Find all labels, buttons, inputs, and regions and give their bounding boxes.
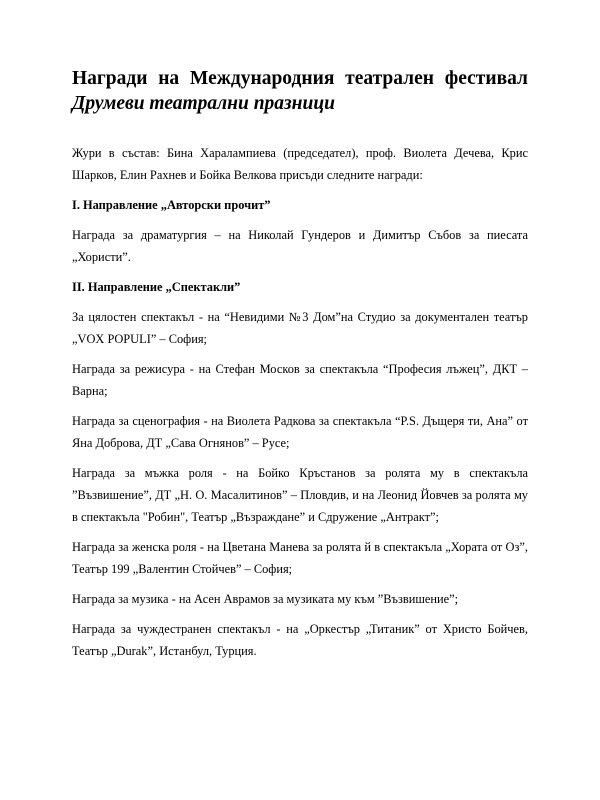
award-directing: Награда за режисура - на Стефан Москов за спектакъла “Професия лъжец”, ДКТ – Варна; (72, 362, 528, 398)
award-female-role: Награда за женска роля - на Цветана Манева за ролята й в спектакъла „Хората от Оз”, Театър 199 „Валентин Стойчев” – София; (72, 540, 528, 576)
award-overall-performance: За цялостен спектакъл - на “Невидими №3 Дом”на Студио за документален театър „VOX POPULI” – София; (72, 310, 528, 346)
award-scenography: Награда за сценография - на Виолета Радкова за спектакъла “P.S. Дъщеря ти, Ана” от Яна Доброва, ДТ „Сава Огнянов” – Русе; (72, 414, 528, 450)
award-foreign-performance: Награда за чуждестранен спектакъл - на „Оркестър „Титаник” от Христо Бойчев, Театър „Durak”, Истанбул, Турция. (72, 622, 528, 658)
section-heading: I. Направление „Авторски прочит” (72, 198, 271, 212)
section-heading: II. Направление „Спектакли” (72, 280, 241, 294)
section-performances (72, 276, 528, 662)
festival-name: Друмеви театрални празници (72, 93, 336, 114)
award-male-role: Награда за мъжка роля - на Бойко Кръстанов за ролята му в спектакъла ”Възвишение”, ДТ „Н. О. Масалитинов” – Пловдив, и на Леонид Йовчев за ролята му в спектакъла "Робин", Театър „Възраждане” и Сдружение „Антракт”; (72, 466, 528, 524)
document-title: Награди на Международния театрален фестивал (72, 68, 528, 89)
jury-intro: Жури в състав: Бина Харалампиева (председател), проф. Виолета Дечева, Крис Шарков, Елин Рахнев и Бойка Велкова присъди следните награди: (72, 146, 528, 182)
award-dramaturgy: Награда за драматургия – на Николай Гундеров и Димитър Събов за пиесата „Хористи”. (72, 228, 528, 264)
section-authors-reading (72, 194, 528, 268)
award-music: Награда за музика - на Асен Аврамов за музиката му към ”Възвишение”; (72, 592, 459, 606)
